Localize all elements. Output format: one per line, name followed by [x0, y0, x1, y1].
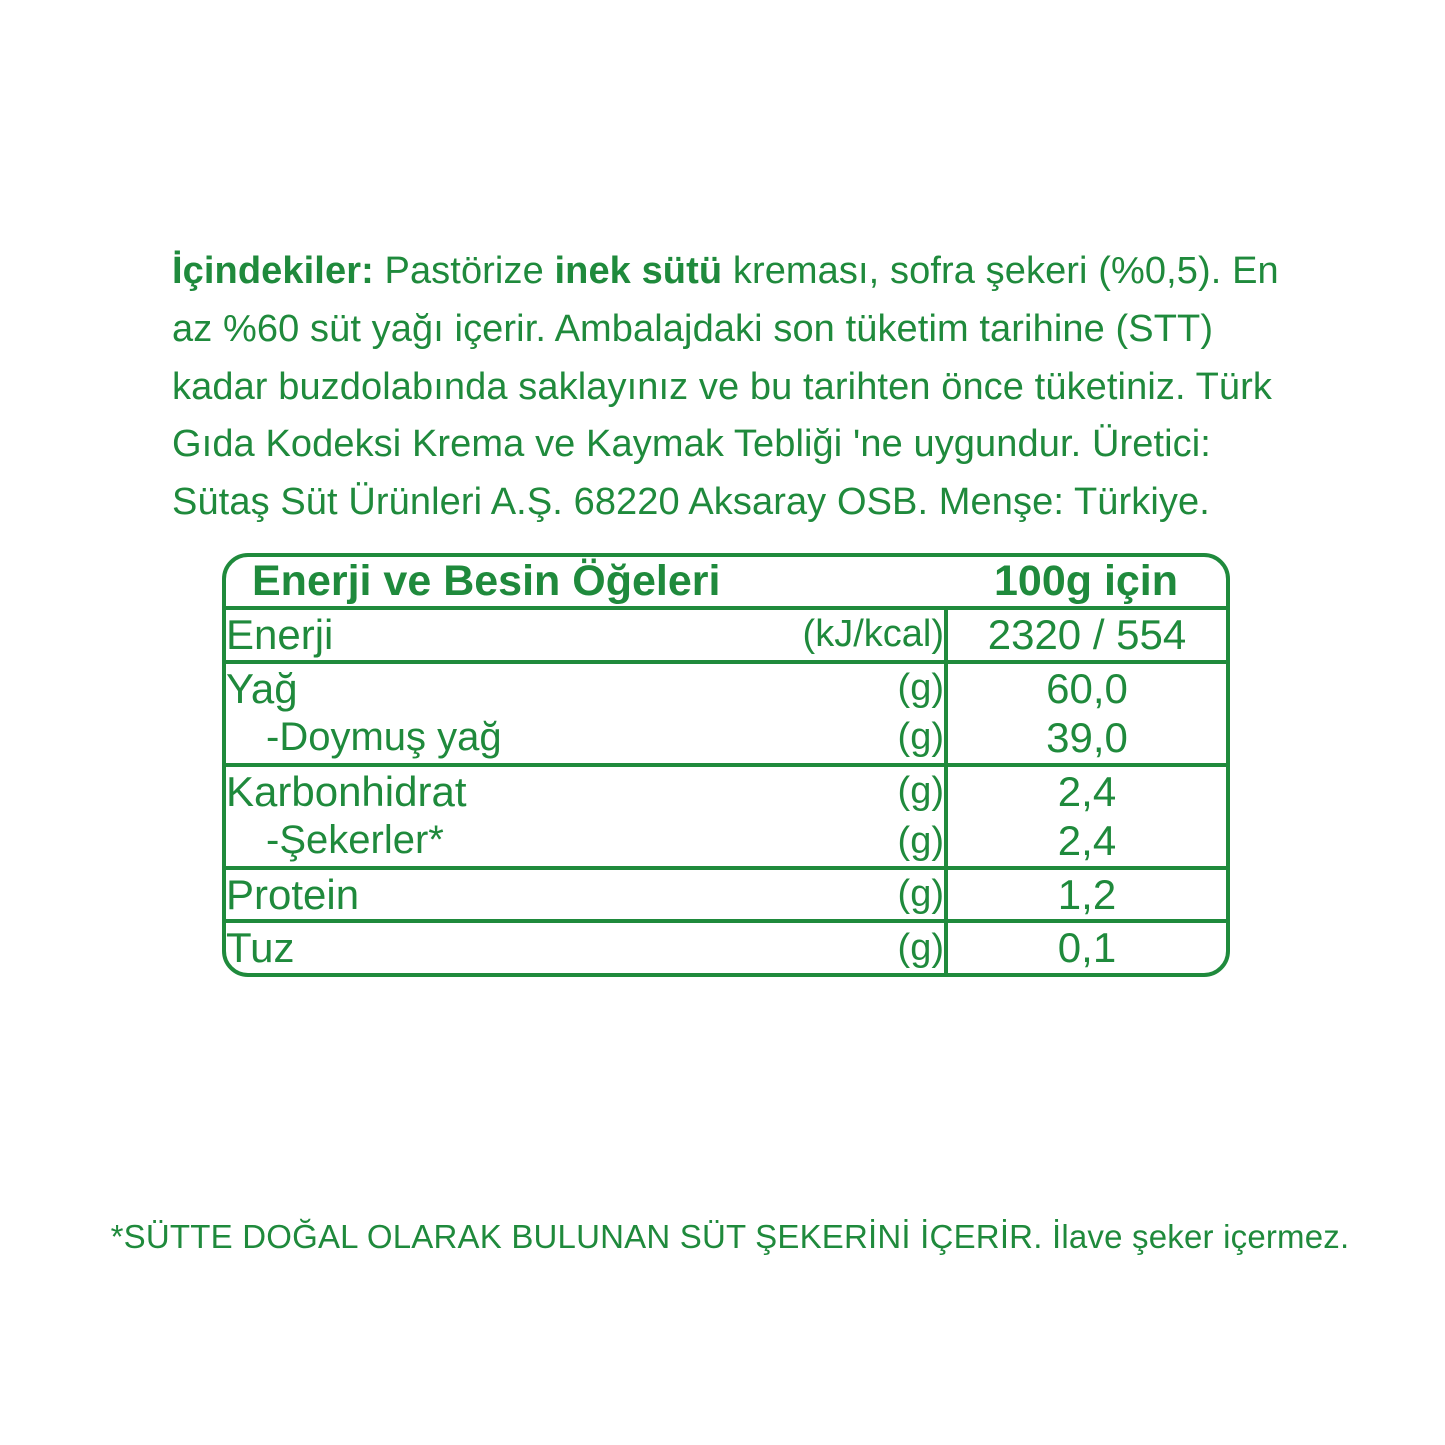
- table-row: [226, 816, 1226, 868]
- table-row: [226, 921, 1226, 973]
- row-unit: (g): [786, 713, 946, 765]
- row-name: Yağ: [226, 664, 298, 712]
- table-row: [226, 765, 1226, 817]
- row-value: 60,0: [1046, 664, 1128, 712]
- row-value: 2,4: [1057, 767, 1117, 815]
- row-value: 1,2: [1057, 870, 1117, 918]
- row-unit: (g): [786, 868, 946, 922]
- row-value: 0,1: [1057, 924, 1117, 972]
- row-name: Karbonhidrat: [226, 767, 467, 815]
- row-unit: (g): [786, 662, 946, 714]
- row-name: Protein: [226, 870, 360, 918]
- ingredients-label: İçindekiler:: [172, 250, 374, 292]
- table-header-row: [226, 557, 1226, 608]
- table-row: [226, 713, 1226, 765]
- nutrition-table-container: [222, 553, 1230, 977]
- row-unit: (kJ/kcal): [786, 608, 946, 662]
- footnote-text: *SÜTTE DOĞAL OLARAK BULUNAN SÜT ŞEKERİNİ İÇERİR. İlave şeker içermez.: [110, 1218, 1350, 1255]
- row-unit: (g): [786, 816, 946, 868]
- row-name: Tuz: [226, 924, 295, 972]
- row-name: -Doymuş yağ: [266, 715, 502, 760]
- row-unit: (g): [786, 765, 946, 817]
- table-row: [226, 662, 1226, 714]
- row-name: -Şekerler*: [266, 818, 444, 863]
- ingredients-text-after-bold: kreması, sofra şekeri (%0,5). En az %60 süt yağı içerir. Ambalajdaki son tüketim tarihine (STT) kadar buzdolabında saklayınız ve bu tarihten önce tüketiniz. Türk Gıda Kodeksi Krema ve Kaymak Tebliği 'ne uygundur. Üretici: Sütaş Süt Ürünleri A.Ş. 68220 Aksaray OSB. Menşe: Türkiye.: [172, 250, 1279, 523]
- nutrition-table: [226, 557, 1226, 973]
- ingredients-text-before-bold: Pastörize: [373, 250, 555, 292]
- table-row: [226, 868, 1226, 922]
- ingredients-highlight-allergen: inek sütü: [554, 250, 723, 292]
- row-value: 39,0: [1046, 714, 1128, 762]
- ingredients-paragraph: [172, 243, 1287, 532]
- table-header-title: Enerji ve Besin Öğeleri: [252, 557, 721, 605]
- table-header-value: 100g için: [993, 557, 1179, 605]
- table-row: [226, 608, 1226, 662]
- row-value: 2,4: [1057, 817, 1117, 865]
- row-unit: (g): [786, 921, 946, 973]
- row-value: 2320 / 554: [987, 611, 1187, 658]
- row-name: Enerji: [226, 611, 334, 658]
